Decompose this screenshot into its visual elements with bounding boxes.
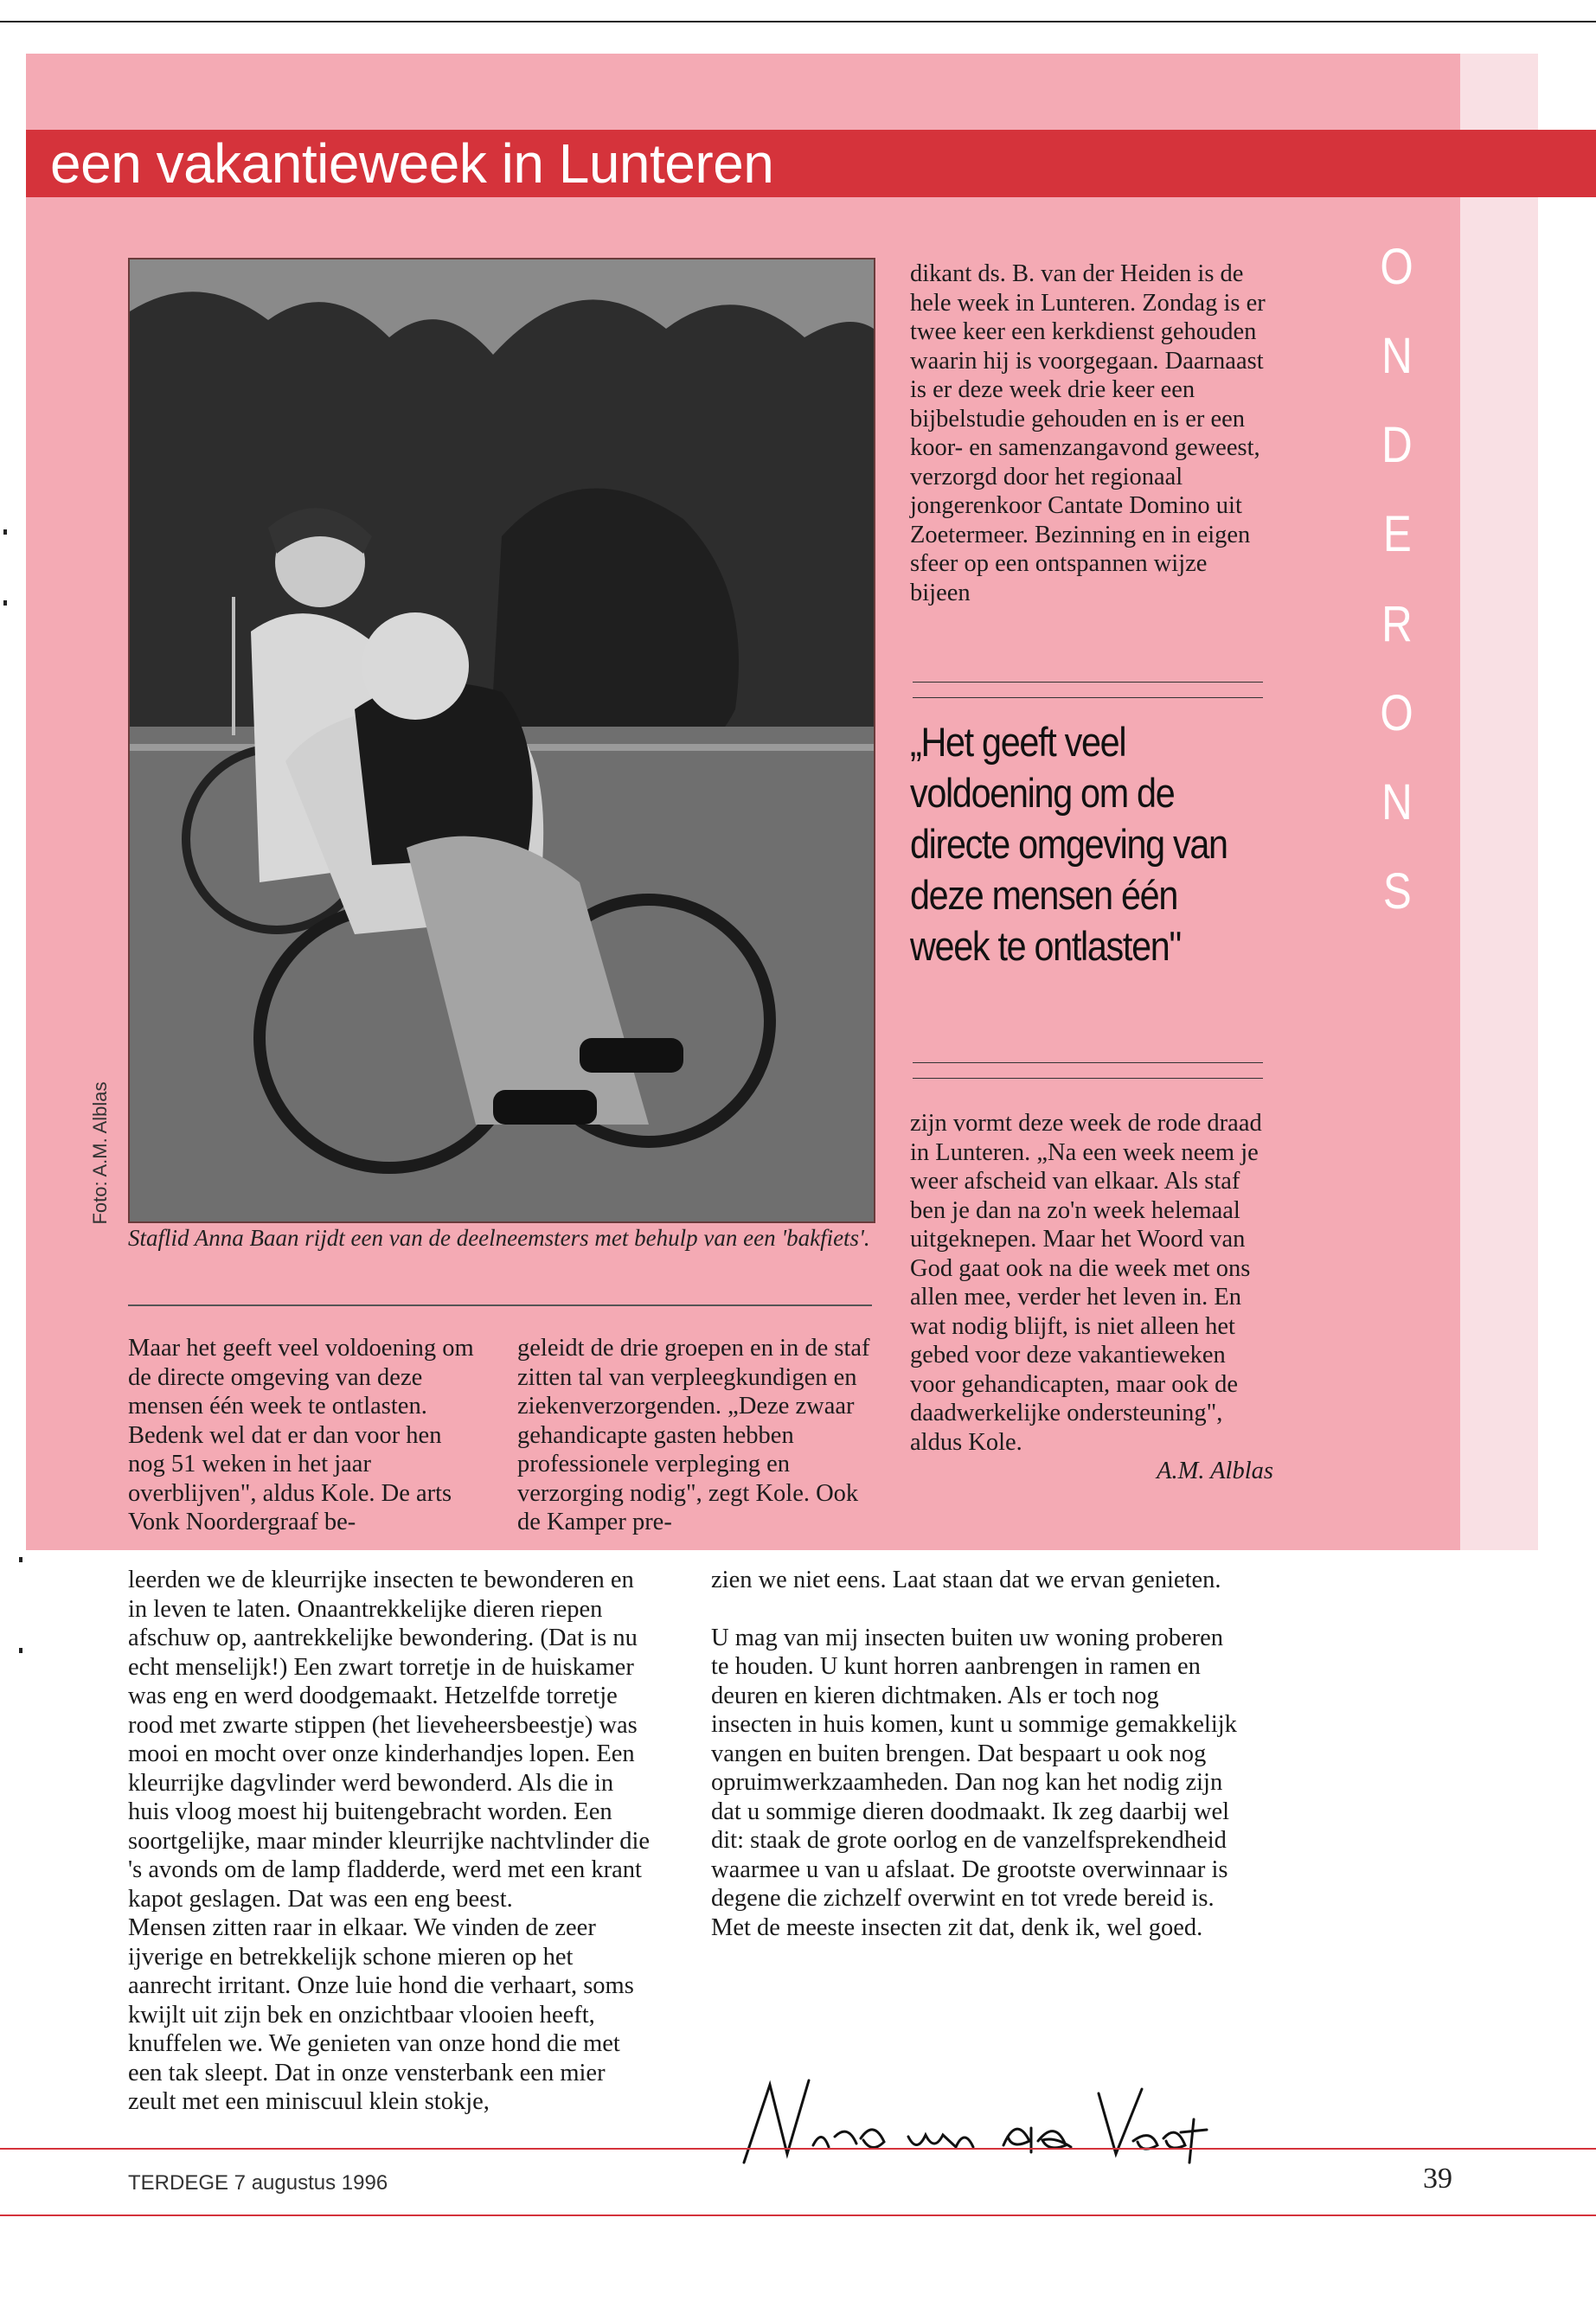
section-letter: N: [1381, 773, 1413, 830]
caption-rule: [128, 1304, 872, 1306]
section-letter: N: [1381, 328, 1413, 385]
top-rule: [0, 21, 1596, 22]
quote-rule-top-2: [913, 697, 1263, 698]
article-author: A.M. Alblas: [1157, 1458, 1273, 1484]
section-letter: D: [1381, 417, 1413, 474]
article-paragraph: dikant ds. B. van der Heiden is de hele week in Lunteren. Zondag is er twee keer een kerkdienst gehouden waarin hij is voorgegaan. Daarnaast is er deze week drie keer een bijbelstudie gehouden en is er een koor- en samenzangavond geweest, verzorgd door het regionaal jongerenkoor Cantate Domino uit Zoetermeer. Bezinning en in eigen sfeer op een ontspannen wijze bijeen: [910, 260, 1266, 606]
article-column-right-top: [910, 260, 1273, 607]
quote-rule-bottom: [913, 1062, 1263, 1063]
section-letter: O: [1380, 239, 1414, 295]
margin-mark: [19, 1557, 22, 1562]
section-letter: E: [1382, 506, 1412, 563]
photo-caption: Staflid Anna Baan rijdt een van de deelneemsters met behulp van een 'bakfiets'.: [128, 1225, 870, 1251]
photo-senior-head: [362, 612, 469, 720]
article-column-right: [910, 1109, 1273, 1486]
article-paragraph: Maar het geeft veel voldoening om de directe omgeving van deze mensen één week te ontlasten. Bedenk wel dat er dan voor hen nog 51 weken in het jaar overblijven", aldus Kole. De arts Vonk Noordergraaf be-: [128, 1335, 474, 1535]
photo-lamp-post: [232, 597, 235, 735]
photo-shoe-right: [580, 1038, 683, 1073]
signature-stroke: [744, 2080, 809, 2163]
article-paragraph: zijn vormt deze week de rode draad in Lunteren. „Na een week neem je weer afscheid van elkaar. Als staf ben je dan na zo'n week helemaal uitgeknepen. Maar het Woord van God gaat ook na die week met ons allen mee, verder het leven in. En wat nodig blijft, is niet alleen het gebed voor deze vakantieweken voor gehandicapten, maar ook de daadwerkelijke ondersteuning", aldus Kole.: [910, 1110, 1262, 1456]
column-text-left: [128, 1566, 656, 2117]
column-paragraph: zien we niet eens. Laat staan dat we ervan genieten.: [711, 1567, 1221, 1593]
quote-rule-top: [913, 682, 1263, 683]
footer-rule-bottom: [0, 2214, 1596, 2216]
section-letter: R: [1381, 595, 1413, 652]
margin-mark: [3, 600, 7, 606]
margin-mark: [3, 529, 7, 535]
column-text-right: [711, 1566, 1239, 1971]
quote-rule-bottom-2: [913, 1078, 1263, 1079]
publication-line: TERDEGE 7 augustus 1996: [128, 2171, 388, 2195]
signature-stroke: [813, 2130, 884, 2148]
column-paragraph: leerden we de kleurrijke insecten te bewonderen en in leven te laten. Onaantrekkelijke dieren riepen afschuw op, aantrekkelijke bewondering. (Dat is nu echt menselijk!) Een zwart torretje in de huiskamer was eng en werd doodgemaakt. Hetzelfde torretje rood met zwarte stippen (het lieveheersbeestje) was mooi en mocht over onze kinderhandjes lopen. Een kleurrijke dagvlinder werd bewonderd. Als die in huis vloog moest hij buitengebracht worden. Een soortgelijke, maar minder kleurrijke nachtvlinder die 's avonds om de lamp fladderde, werd met een krant kapot geslagen. Dat was een eng beest.: [128, 1567, 651, 1913]
column-paragraph: U mag van mij insecten buiten uw woning proberen te houden. U kunt horren aanbrengen in ramen en deuren en kieren dichtmaken. Als er toch nog insecten in huis komen, kunt u sommige gemakkelijk vangen en buiten brengen. Dat bespaart u ook nog opruimwerkzaamheden. Dan nog kan het nodig zijn dat u sommige dieren doodmaakt. Ik zeg daarbij wel dit: staak de grote oorlog en de vanzelfsprekendheid waarmee u van u afslaat. De grootste overwinnaar is degene die zichzelf overwint en tot vrede bereid is. Met de meeste insecten zit dat, denk ik, wel goed.: [711, 1624, 1237, 1941]
page-number: 39: [1423, 2163, 1452, 2195]
section-letter: S: [1382, 862, 1412, 920]
author-signature: [727, 2067, 1211, 2171]
photo-credit: Foto: A.M. Alblas: [89, 1081, 111, 1225]
article-column-middle: [517, 1334, 872, 1537]
article-photo: [128, 258, 875, 1223]
photo-shoe-left: [493, 1090, 597, 1125]
photo-illustration: [130, 260, 874, 1221]
article-title: een vakantieweek in Lunteren: [50, 132, 774, 195]
article-paragraph: geleidt de drie groepen en in de staf zitten tal van verpleegkundigen en ziekenverzorgenden. „Deze zwaar gehandicapte gasten hebben professionele verpleging en verzorging nodig", zegt Kole. Ook de Kamper pre-: [517, 1335, 870, 1535]
signature-stroke: [1099, 2089, 1207, 2163]
article-column-left: [128, 1334, 474, 1537]
section-label-vertical: [1345, 239, 1449, 920]
footer-rule-top: [0, 2148, 1596, 2150]
signature-stroke: [908, 2135, 973, 2147]
pull-quote: „Het geeft veel voldoening om de directe omgeving van deze mensen één week te ontlasten": [910, 719, 1227, 969]
column-paragraph: Mensen zitten raar in elkaar. We vinden de zeer ijverige en betrekkelijk schone mieren op het aanrecht irritant. Onze luie hond die verhaart, soms kwijlt uit zijn bek en onzichtbaar vlooien heeft, knuffelen we. We genieten van onze hond die met een tak sleept. Dat in onze vensterbank een mier zeult met een miniscuul klein stokje,: [128, 1914, 634, 2115]
section-letter: O: [1380, 684, 1414, 741]
photo-credit-wrap: [74, 1073, 126, 1246]
signature-drawing: [727, 2067, 1211, 2171]
article-side-strip: [1460, 54, 1538, 1550]
margin-mark: [19, 1648, 22, 1653]
